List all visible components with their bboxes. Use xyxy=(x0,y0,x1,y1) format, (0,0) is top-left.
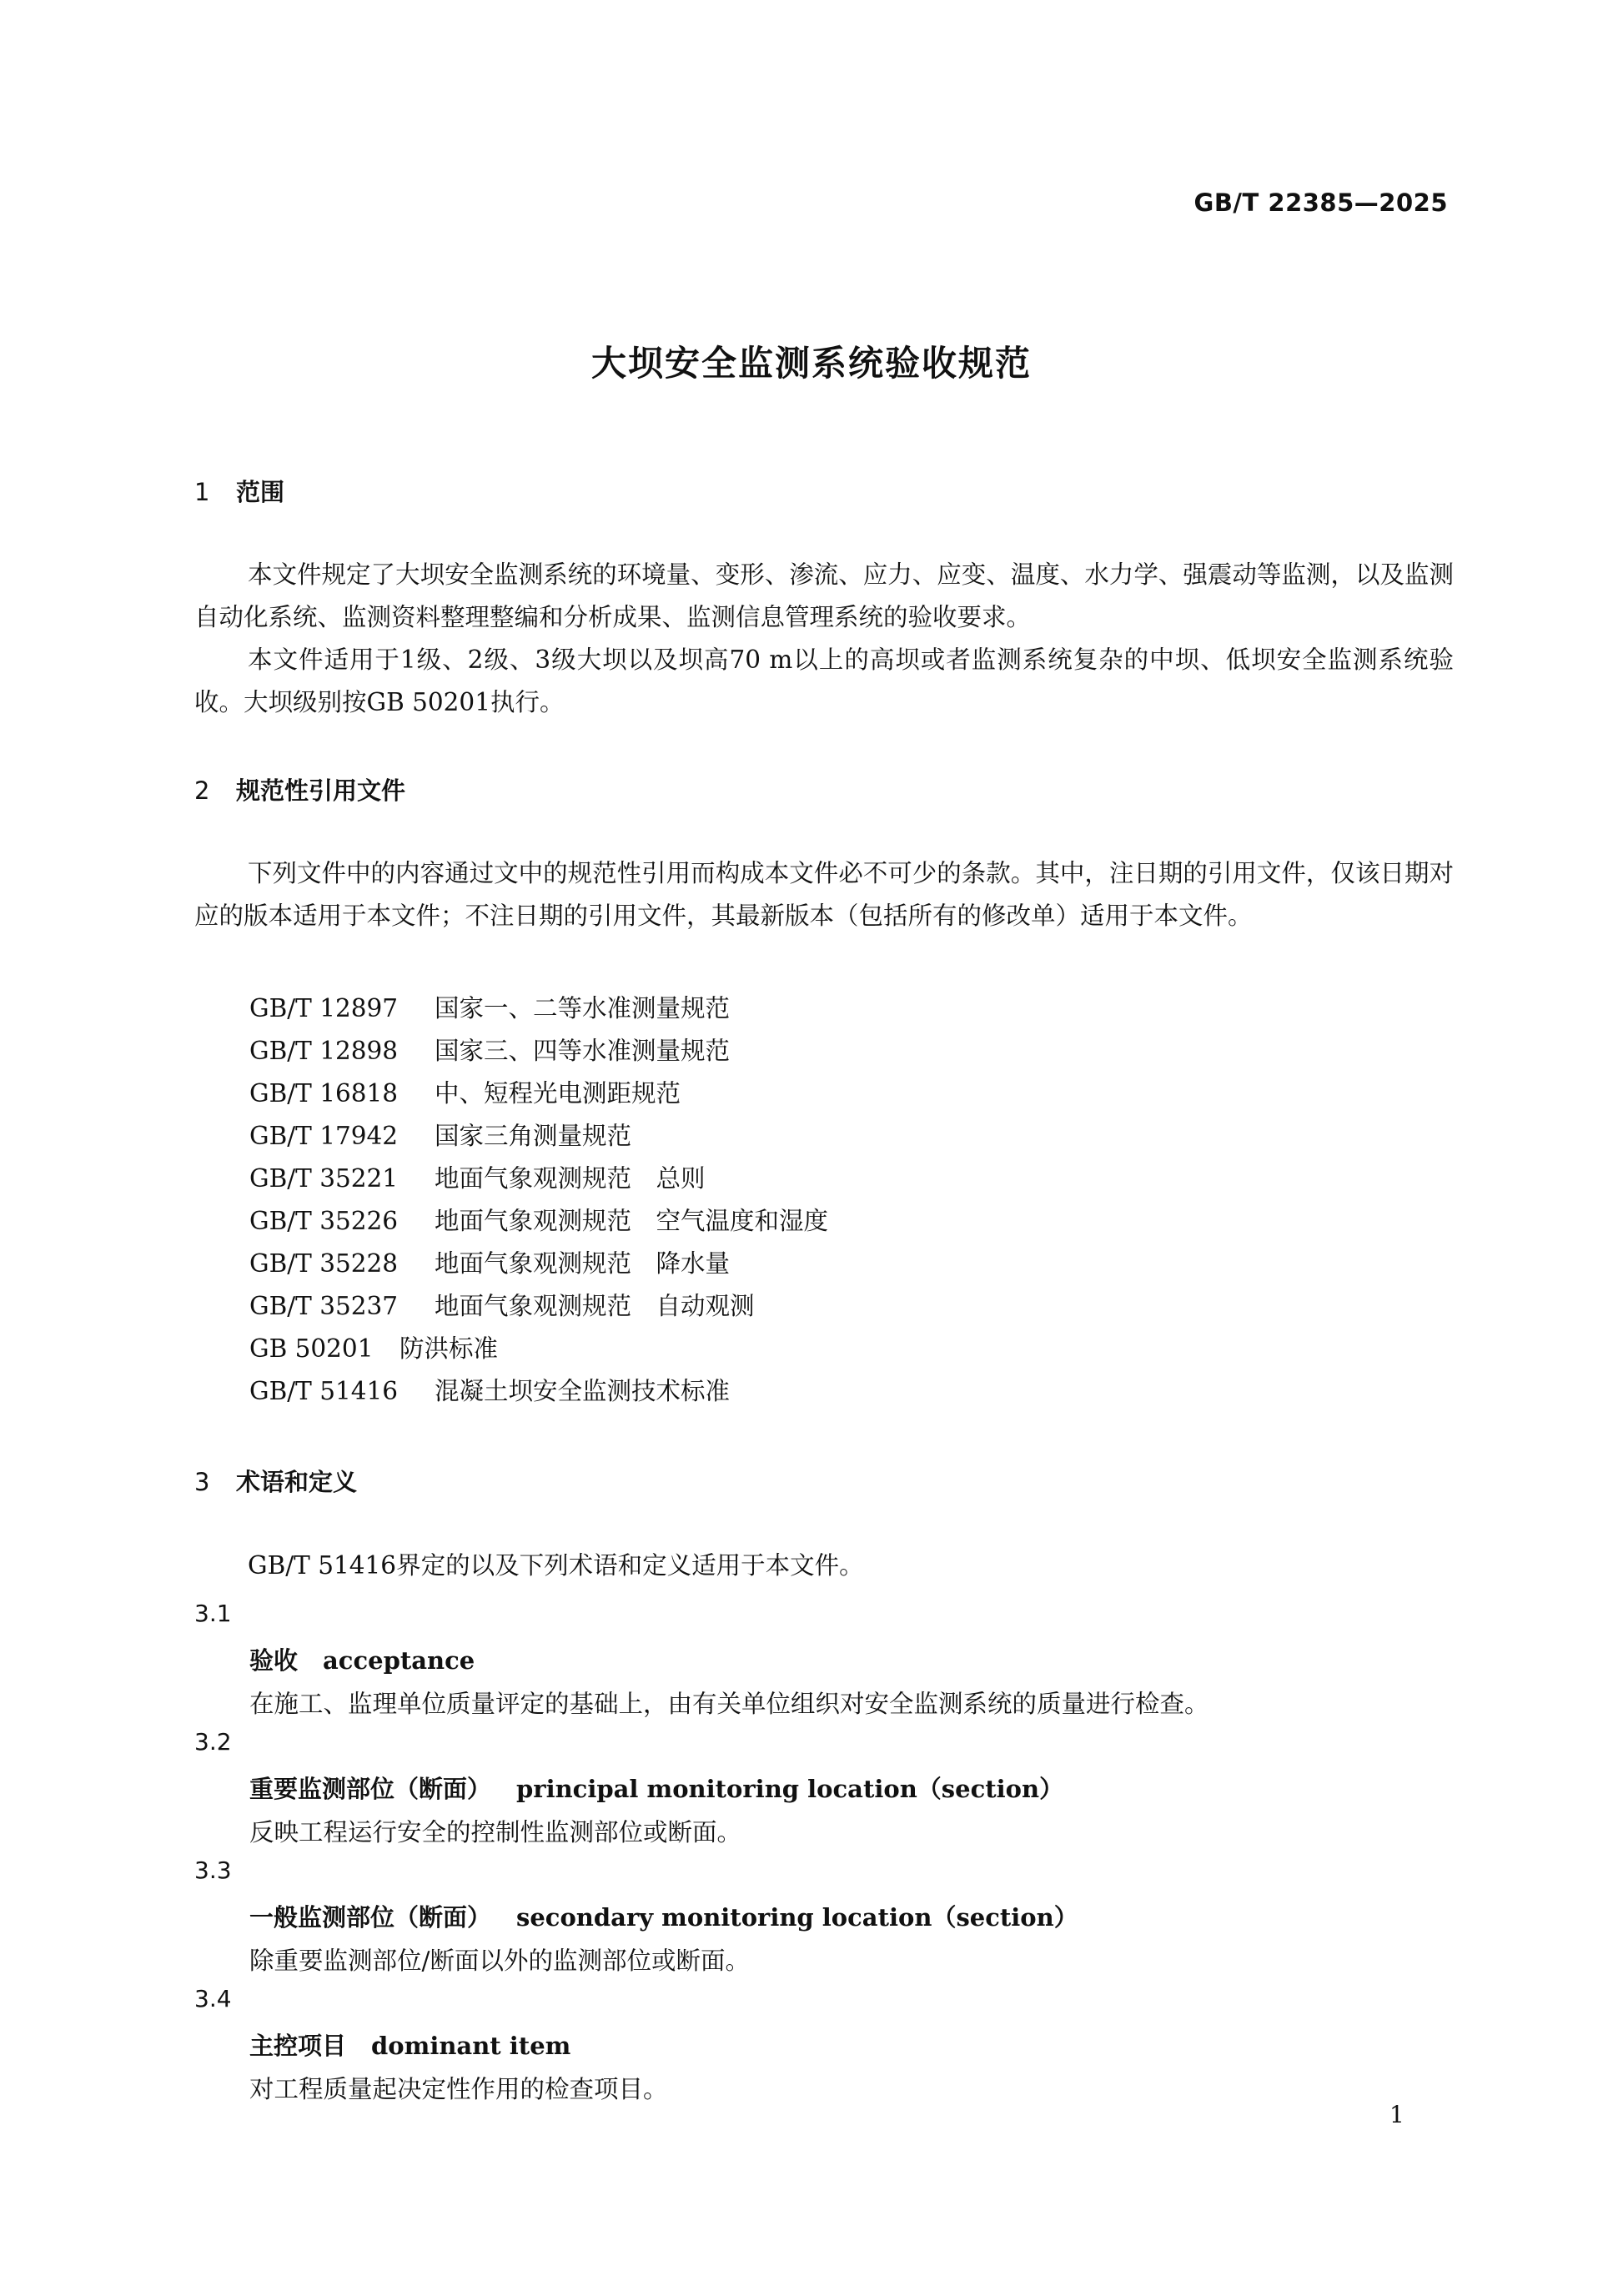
term-en: acceptance xyxy=(323,1646,475,1675)
reference-code: GB/T 35226 xyxy=(249,1207,399,1235)
reference-title: 国家三角测量规范 xyxy=(435,1122,632,1150)
term-zh: 主控项目 xyxy=(249,2032,347,2060)
term-definition: 反映工程运行安全的控制性监测部位或断面。 xyxy=(249,1818,742,1846)
reference-title: 地面气象观测规范 总则 xyxy=(435,1164,706,1193)
section-title: 术语和定义 xyxy=(236,1468,358,1496)
term-number: 3.3 xyxy=(194,1856,232,1884)
terms-intro-paragraph: GB/T 51416界定的以及下列术语和定义适用于本文件。 xyxy=(248,1551,864,1580)
section-heading-scope xyxy=(194,474,284,508)
scope-paragraph-1: 本文件规定了大坝安全监测系统的环境量、变形、渗流、应力、应变、温度、水力学、强震动等监测，以及监测自动化系统、监测资料整理整编和分析成果、监测信息管理系统的验收要求。 xyxy=(194,560,1454,631)
reference-item xyxy=(249,1074,681,1109)
section-number: 2 xyxy=(194,776,210,805)
reference-item xyxy=(249,1159,706,1194)
term-heading xyxy=(249,2027,570,2062)
term-definition: 除重要监测部位/断面以外的监测部位或断面。 xyxy=(249,1947,750,1975)
reference-code: GB/T 35237 xyxy=(249,1292,399,1320)
term-en: dominant item xyxy=(371,2032,571,2060)
section-number: 1 xyxy=(194,478,210,506)
term-zh: 重要监测部位（断面） xyxy=(249,1775,492,1803)
reference-title: 地面气象观测规范 自动观测 xyxy=(435,1292,755,1320)
section-heading-terms-definitions xyxy=(194,1464,357,1498)
reference-item xyxy=(249,1372,730,1407)
reference-item xyxy=(249,1244,730,1279)
page-number: 1 xyxy=(1389,2101,1404,2128)
reference-code: GB/T 17942 xyxy=(249,1122,399,1150)
reference-item xyxy=(249,1032,730,1067)
reference-title: 国家一、二等水准测量规范 xyxy=(435,994,731,1022)
reference-title: 地面气象观测规范 空气温度和湿度 xyxy=(435,1207,829,1235)
term-heading xyxy=(249,1642,475,1676)
term-definition: 对工程质量起决定性作用的检查项目。 xyxy=(249,2075,668,2103)
reference-code: GB/T 16818 xyxy=(249,1079,399,1108)
reference-title: 中、短程光电测距规范 xyxy=(435,1079,681,1108)
term-number: 3.1 xyxy=(194,1600,232,1627)
reference-item xyxy=(249,989,730,1024)
term-definition: 在施工、监理单位质量评定的基础上，由有关单位组织对安全监测系统的质量进行检查。 xyxy=(249,1690,1209,1718)
reference-title: 混凝土坝安全监测技术标准 xyxy=(435,1377,731,1405)
section-title: 范围 xyxy=(236,478,285,506)
reference-item xyxy=(249,1329,498,1364)
term-heading xyxy=(249,1899,1078,1933)
term-en: principal monitoring location（section） xyxy=(516,1775,1064,1803)
reference-code: GB/T 12897 xyxy=(249,994,399,1022)
term-en: secondary monitoring location（section） xyxy=(516,1903,1078,1932)
document-title: 大坝安全监测系统验收规范 xyxy=(590,343,1032,384)
standard-code-header: GB/T 22385—2025 xyxy=(1193,188,1448,217)
term-number: 3.2 xyxy=(194,1728,232,1756)
normative-intro-paragraph: 下列文件中的内容通过文中的规范性引用而构成本文件必不可少的条款。其中，注日期的引用文件，仅该日期对应的版本适用于本文件；不注日期的引用文件，其最新版本（包括所有的修改单）适用于本文件。 xyxy=(194,859,1454,930)
section-title: 规范性引用文件 xyxy=(236,776,406,805)
reference-code: GB/T 35228 xyxy=(249,1249,399,1278)
term-heading xyxy=(249,1771,1063,1805)
reference-item xyxy=(249,1287,755,1322)
reference-code: GB/T 12898 xyxy=(249,1037,399,1065)
term-number: 3.4 xyxy=(194,1985,232,2012)
term-zh: 一般监测部位（断面） xyxy=(249,1903,492,1932)
reference-title: 国家三、四等水准测量规范 xyxy=(435,1037,731,1065)
section-heading-normative-references xyxy=(194,772,405,806)
term-zh: 验收 xyxy=(249,1646,299,1675)
reference-item xyxy=(249,1202,828,1237)
reference-item xyxy=(249,1117,631,1152)
reference-title: 地面气象观测规范 降水量 xyxy=(435,1249,731,1278)
reference-code: GB/T 51416 xyxy=(249,1377,399,1405)
reference-title: 防洪标准 xyxy=(399,1334,499,1363)
reference-code: GB 50201 xyxy=(249,1334,374,1363)
section-number: 3 xyxy=(194,1468,210,1496)
scope-paragraph-2: 本文件适用于1级、2级、3级大坝以及坝高70 m以上的高坝或者监测系统复杂的中坝、低坝安全监测系统验收。大坝级别按GB 50201执行。 xyxy=(194,646,1454,716)
reference-code: GB/T 35221 xyxy=(249,1164,399,1193)
